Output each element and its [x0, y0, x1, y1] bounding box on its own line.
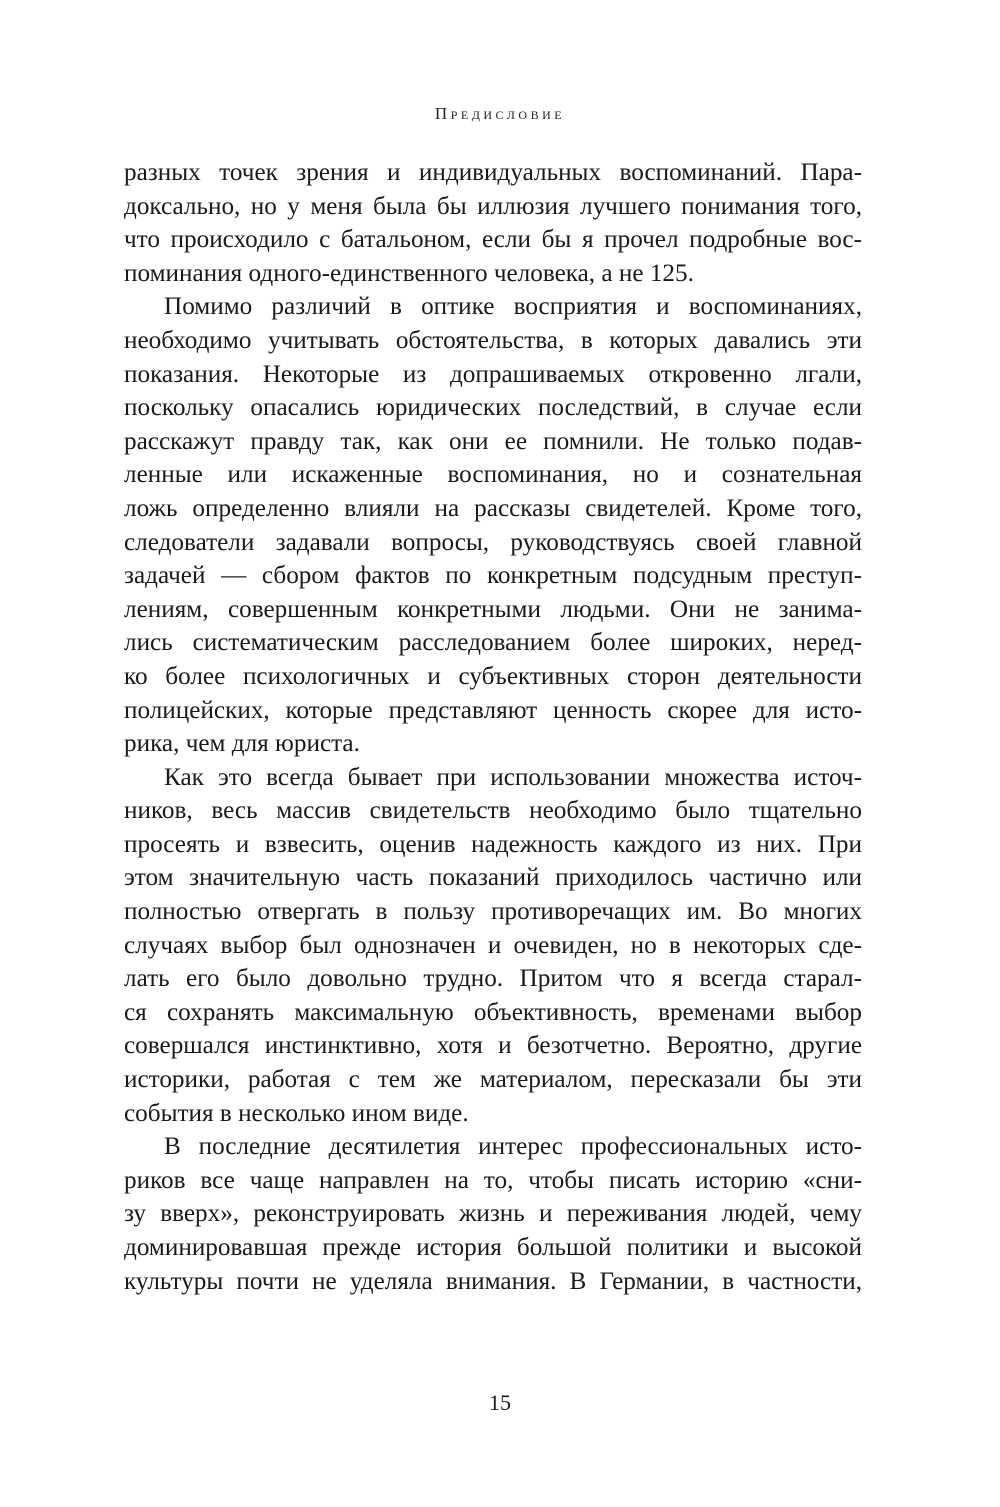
text-line: полицейских, которые представляют ценность скорее для исто-	[124, 696, 862, 724]
text-line: следователи задавали вопросы, руководствуясь своей главной	[124, 528, 862, 556]
text-line: что происходило с батальоном, если бы я прочел подробные вос-	[124, 226, 862, 254]
text-line: поскольку опасались юридических последствий, в случае если	[124, 394, 862, 422]
text-line: разных точек зрения и индивидуальных воспоминаний. Пара-	[124, 159, 862, 186]
text-line: риков все чаще направлен на то, чтобы писать историю «сни-	[124, 1166, 862, 1194]
text-line: показания. Некоторые из допрашиваемых откровенно лгали,	[124, 360, 862, 388]
running-head: Предисловие	[434, 104, 566, 123]
text-line: поминания одного-единственного человека, а не 125.	[124, 259, 694, 287]
text-line: ложь определенно влияли на рассказы свидетелей. Кроме того,	[124, 494, 862, 522]
text-line: ся сохранять максимальную объективность, временами выбор	[124, 998, 862, 1026]
text-line: полностью отвергать в пользу противоречащих им. Во многих	[124, 898, 862, 926]
text-line: В последние десятилетия интерес профессиональных исто-	[164, 1133, 862, 1161]
text-line: необходимо учитывать обстоятельства, в которых давались эти	[124, 326, 862, 354]
paragraph	[124, 290, 862, 760]
text-line: задачей — сбором фактов по конкретным подсудным преступ-	[124, 562, 862, 590]
text-line: ко более психологичных и субъективных сторон деятельности	[124, 662, 862, 690]
text-line: доксально, но у меня была бы иллюзия лучшего понимания того,	[124, 192, 862, 220]
paragraph	[124, 761, 862, 1131]
page-number: 15	[489, 1390, 511, 1415]
text-line: расскажут правду так, как они ее помнили. Не только подав-	[124, 427, 862, 455]
text-line: культуры почти не уделяла внимания. В Германии, в частности,	[124, 1267, 862, 1295]
paragraph	[124, 156, 862, 290]
text-line: рика, чем для юриста.	[124, 730, 360, 758]
text-line: совершался инстинктивно, хотя и безотчетно. Вероятно, другие	[124, 1032, 862, 1060]
text-line: события в несколько ином виде.	[124, 1099, 469, 1127]
text-line: ленные или искаженные воспоминания, но и сознательная	[124, 461, 862, 489]
text-line: случаях выбор был однозначен и очевиден, но в некоторых сде-	[124, 931, 862, 959]
text-line: зу вверх», реконструировать жизнь и переживания людей, чему	[124, 1200, 862, 1228]
paragraph	[124, 1130, 862, 1298]
text-line: лать его было довольно трудно. Притом что я всегда старал-	[124, 965, 862, 993]
text-line: просеять и взвесить, оценив надежность каждого из них. При	[124, 830, 862, 858]
text-line: доминировавшая прежде история большой политики и высокой	[124, 1234, 862, 1261]
text-line: ников, весь массив свидетельств необходимо было тщательно	[124, 797, 862, 825]
text-line: Как это всегда бывает при использовании множества источ-	[164, 763, 862, 791]
text-line: Помимо различий в оптике восприятия и воспоминаниях,	[164, 293, 862, 321]
text-line: этом значительную часть показаний приходилось частично или	[124, 864, 862, 892]
text-line: лениям, совершенным конкретными людьми. Они не занима-	[124, 595, 862, 623]
body-text	[124, 156, 862, 1298]
text-line: лись систематическим расследованием более широких, неред-	[124, 629, 862, 657]
text-line: историки, работая с тем же материалом, пересказали бы эти	[124, 1066, 862, 1094]
